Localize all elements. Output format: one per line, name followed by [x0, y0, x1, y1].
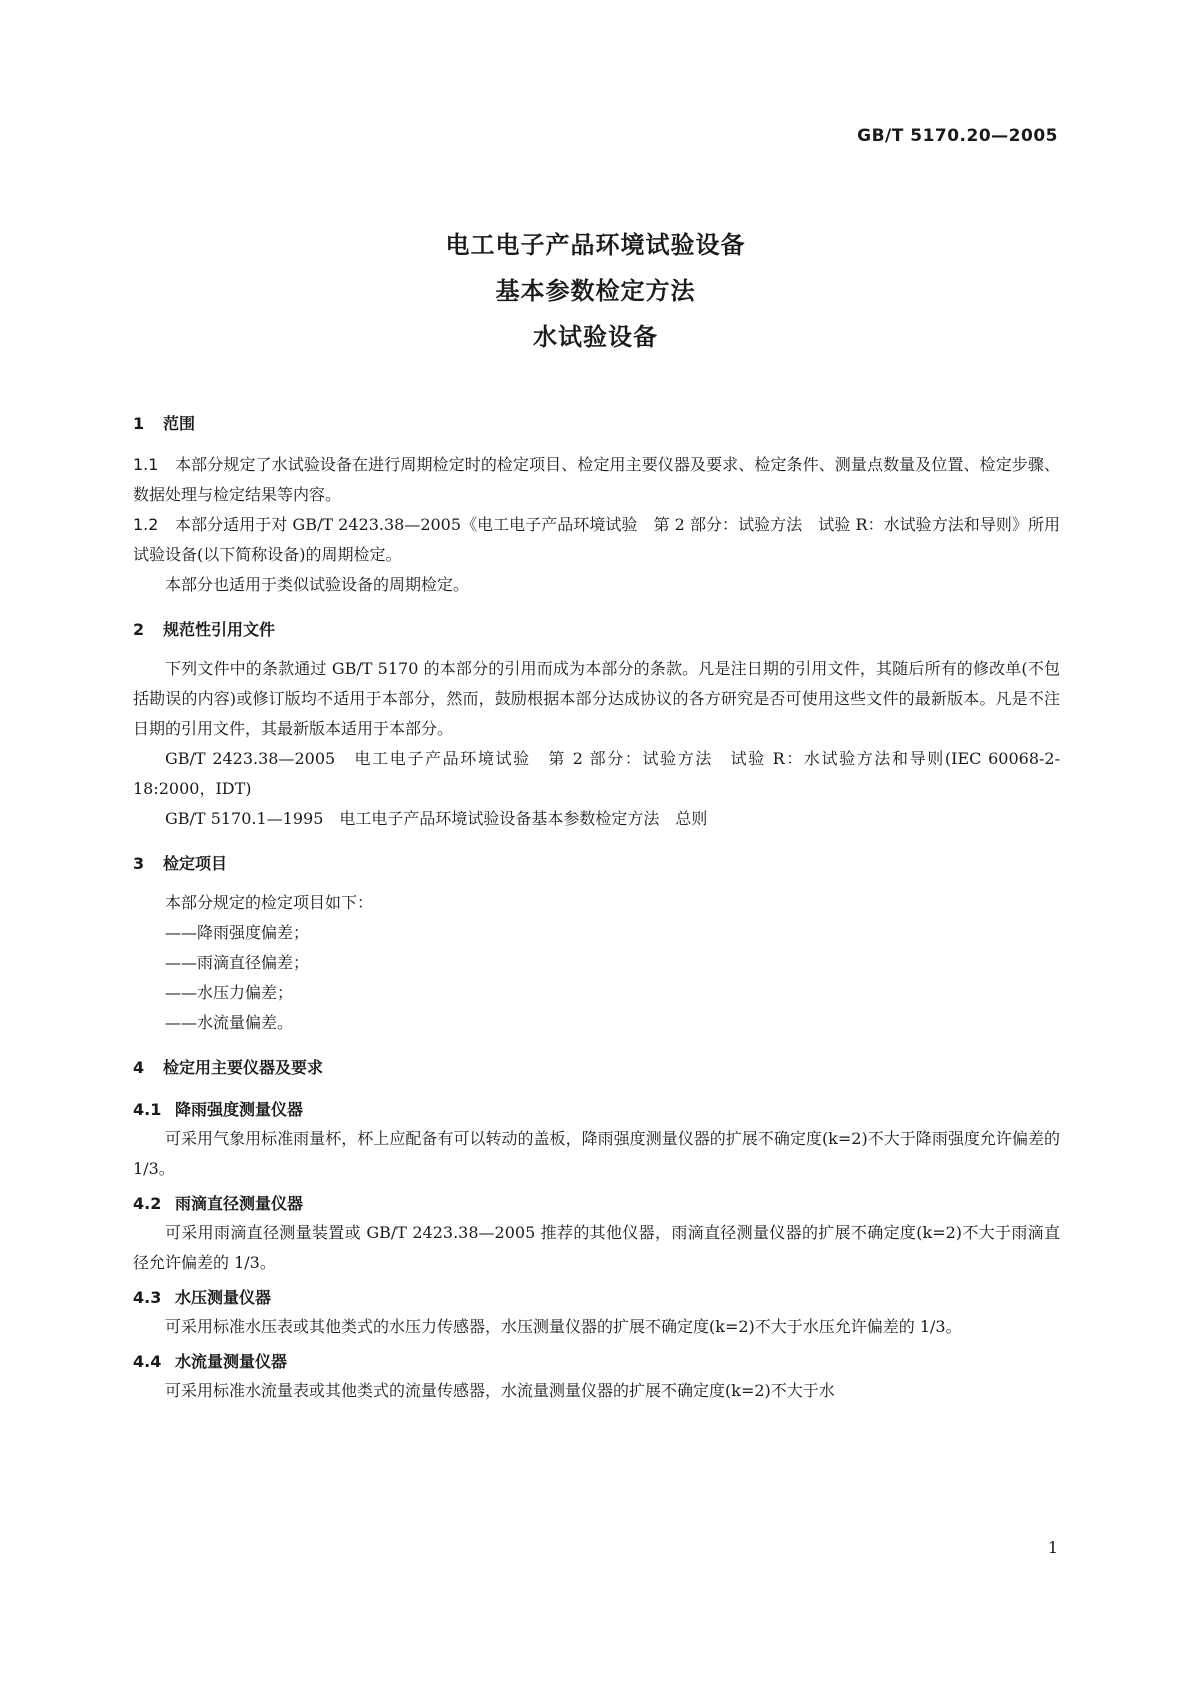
subsection-title: 降雨强度测量仪器	[175, 1100, 304, 1119]
clause-text: 本部分规定了水试验设备在进行周期检定时的检定项目、检定用主要仪器及要求、检定条件、测量点数量及位置、检定步骤、数据处理与检定结果等内容。	[133, 455, 1060, 504]
normative-reference-1: GB/T 2423.38—2005 电工电子产品环境试验 第 2 部分：试验方法 试验 R：水试验方法和导则(IEC 60068-2-18:2000，IDT)	[133, 749, 1060, 798]
title-line-2: 基本参数检定方法	[495, 277, 696, 305]
list-item: ——降雨强度偏差；	[165, 923, 310, 942]
section-number: 2	[133, 620, 145, 639]
subsection-4-2-heading	[133, 1190, 1060, 1218]
items-intro: 本部分规定的检定项目如下：	[165, 893, 374, 912]
subsection-title: 水流量测量仪器	[175, 1352, 288, 1371]
section-number: 4	[133, 1058, 145, 1077]
document-body	[133, 410, 1060, 1406]
title-line-3: 水试验设备	[533, 323, 658, 351]
section-number: 3	[133, 854, 145, 873]
subsection-title: 雨滴直径测量仪器	[175, 1194, 304, 1213]
page-number: 1	[1047, 1538, 1058, 1557]
subsection-4-4-text: 可采用标准水流量表或其他类式的流量传感器，水流量测量仪器的扩展不确定度(k=2)不大于水	[165, 1381, 835, 1400]
list-item: ——雨滴直径偏差；	[165, 953, 310, 972]
clause-number: 1.1	[133, 455, 159, 474]
clause-number: 1.2	[133, 515, 159, 534]
section-title: 检定用主要仪器及要求	[163, 1058, 324, 1077]
subsection-4-2-text: 可采用雨滴直径测量装置或 GB/T 2423.38—2005 推荐的其他仪器，雨滴直径测量仪器的扩展不确定度(k=2)不大于雨滴直径允许偏差的 1/3。	[133, 1223, 1060, 1272]
section-title: 规范性引用文件	[163, 620, 276, 639]
document-title	[0, 222, 1191, 360]
normative-intro: 下列文件中的条款通过 GB/T 5170 的本部分的引用而成为本部分的条款。凡是注日期的引用文件，其随后所有的修改单(不包括勘误的内容)或修订版均不适用于本部分，然而，鼓励根据本部分达成协议的各方研究是否可使用这些文件的最新版本。凡是不注日期的引用文件，其最新版本适用于本部分。	[133, 659, 1060, 738]
list-item: ——水压力偏差；	[165, 983, 294, 1002]
clause-1-2	[133, 510, 1060, 570]
subsection-number: 4.1	[133, 1100, 162, 1119]
list-item: ——水流量偏差。	[165, 1013, 294, 1032]
standard-code: GB/T 5170.20—2005	[857, 126, 1058, 146]
clause-1-1	[133, 450, 1060, 510]
subsection-4-4-heading	[133, 1348, 1060, 1376]
subsection-title: 水压测量仪器	[175, 1288, 272, 1307]
subsection-number: 4.3	[133, 1288, 162, 1307]
section-title: 范围	[163, 414, 196, 433]
subsection-4-1-text: 可采用气象用标准雨量杯，杯上应配备有可以转动的盖板，降雨强度测量仪器的扩展不确定度(k=2)不大于降雨强度允许偏差的 1/3。	[133, 1129, 1060, 1178]
subsection-4-1-heading	[133, 1096, 1060, 1124]
section-1-heading	[133, 410, 1060, 438]
title-line-1: 电工电子产品环境试验设备	[445, 231, 746, 259]
clause-1-2-continued: 本部分也适用于类似试验设备的周期检定。	[165, 575, 470, 594]
section-number: 1	[133, 414, 145, 433]
clause-text: 本部分适用于对 GB/T 2423.38—2005《电工电子产品环境试验 第 2 部分：试验方法 试验 R：水试验方法和导则》所用试验设备(以下简称设备)的周期检定。	[133, 515, 1060, 564]
section-title: 检定项目	[163, 854, 228, 873]
subsection-number: 4.2	[133, 1194, 162, 1213]
subsection-4-3-heading	[133, 1284, 1060, 1312]
subsection-4-3-text: 可采用标准水压表或其他类式的水压力传感器，水压测量仪器的扩展不确定度(k=2)不大于水压允许偏差的 1/3。	[165, 1317, 962, 1336]
section-4-heading	[133, 1054, 1060, 1082]
section-3-heading	[133, 850, 1060, 878]
normative-reference-2: GB/T 5170.1—1995 电工电子产品环境试验设备基本参数检定方法 总则	[165, 809, 708, 828]
subsection-number: 4.4	[133, 1352, 162, 1371]
section-2-heading	[133, 616, 1060, 644]
